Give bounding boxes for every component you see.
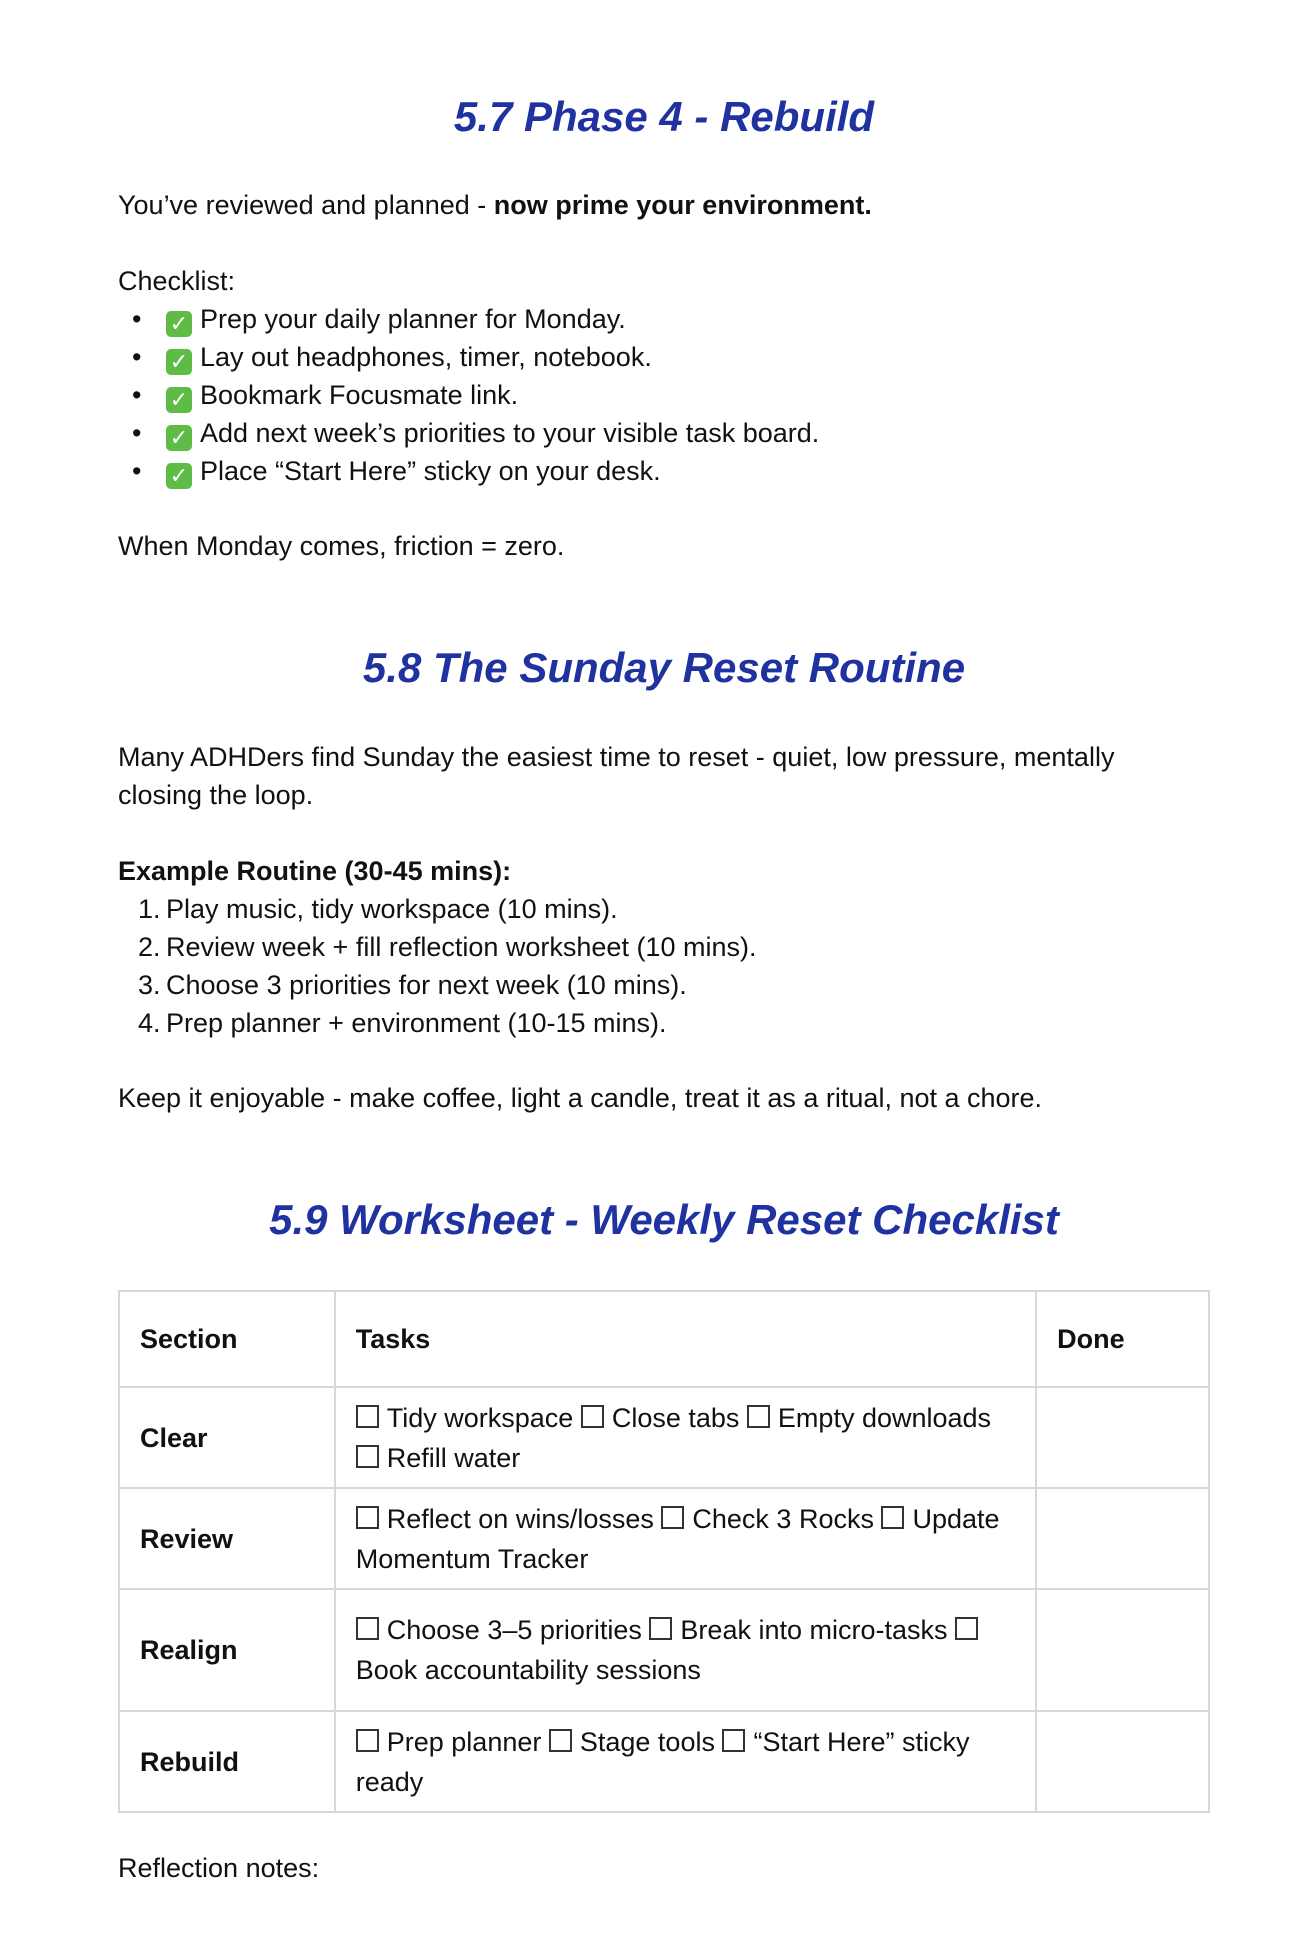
section-cell: Realign [119, 1589, 335, 1711]
checkbox-icon[interactable] [581, 1405, 604, 1428]
task-text: Stage tools [579, 1726, 715, 1757]
checkbox-icon[interactable] [356, 1445, 379, 1468]
section-cell: Review [119, 1488, 335, 1589]
task-text: Book accountability sessions [355, 1655, 701, 1685]
list-item: • ✓ Place “Start Here” sticky on your desk. [132, 456, 661, 488]
list-item: • ✓ Add next week’s priorities to your visible task board. [132, 418, 820, 450]
phase4-intro [118, 186, 872, 224]
routine-steps [118, 890, 756, 1042]
checklist-item-text: Prep your daily planner for Monday. [200, 304, 626, 334]
list-item: • ✓ Bookmark Focusmate link. [132, 380, 519, 412]
table-row [119, 1387, 1209, 1488]
check-mark-icon: ✓ [166, 311, 192, 337]
task-text: “Start Here” sticky ready [355, 1726, 970, 1797]
list-item: 1. Play music, tidy workspace (10 mins). [138, 894, 618, 924]
list-item: • ✓ Prep your daily planner for Monday. [132, 304, 626, 336]
section-cell: Clear [119, 1387, 335, 1488]
checkbox-icon[interactable] [356, 1729, 379, 1752]
task-text: Close tabs [611, 1402, 740, 1433]
tasks-cell [335, 1589, 1036, 1711]
list-item: • ✓ Lay out headphones, timer, notebook. [132, 342, 652, 374]
checklist-item-text: Place “Start Here” sticky on your desk. [200, 456, 661, 486]
checkbox-icon[interactable] [722, 1729, 745, 1752]
column-header: Tasks [335, 1291, 1036, 1387]
task-text: Check 3 Rocks [692, 1503, 874, 1534]
checklist-item-text: Bookmark Focusmate link. [200, 380, 519, 410]
checkbox-icon[interactable] [747, 1405, 770, 1428]
checkbox-icon[interactable] [881, 1506, 904, 1529]
done-cell[interactable] [1036, 1589, 1209, 1711]
tasks-cell [335, 1488, 1036, 1589]
checkbox-icon[interactable] [955, 1617, 978, 1640]
routine-step-text: Choose 3 priorities for next week (10 mins). [166, 970, 687, 1000]
task-text: Tidy workspace [386, 1402, 574, 1433]
checklist-item-text: Lay out headphones, timer, notebook. [200, 342, 652, 372]
section-heading-5-8: 5.8 The Sunday Reset Routine [362, 644, 966, 691]
phase4-intro-text: You’ve reviewed and planned - [118, 190, 494, 220]
sunday-intro-line-2: closing the loop. [118, 780, 314, 810]
column-header: Done [1036, 1291, 1209, 1387]
list-item: 2. Review week + fill reflection worksheet (10 mins). [138, 932, 757, 962]
checkbox-icon[interactable] [356, 1405, 379, 1428]
section-cell: Rebuild [119, 1711, 335, 1812]
check-mark-icon: ✓ [166, 463, 192, 489]
column-header: Section [119, 1291, 335, 1387]
task-text: Break into micro-tasks [680, 1615, 948, 1645]
task-text: Update Momentum Tracker [355, 1503, 1000, 1574]
check-mark-icon: ✓ [166, 425, 192, 451]
done-cell[interactable] [1036, 1387, 1209, 1488]
task-text: Prep planner [386, 1726, 542, 1757]
tasks-cell [335, 1711, 1036, 1812]
routine-step-text: Prep planner + environment (10-15 mins). [166, 1008, 667, 1038]
routine-step-text: Review week + fill reflection worksheet (10 mins). [166, 932, 757, 962]
reflection-notes-label: Reflection notes: [118, 1853, 320, 1883]
routine-label: Example Routine (30-45 mins): [118, 856, 512, 886]
done-cell[interactable] [1036, 1488, 1209, 1589]
check-mark-icon: ✓ [166, 349, 192, 375]
list-item: 4. Prep planner + environment (10-15 mins). [138, 1008, 667, 1038]
checklist-label: Checklist: [118, 266, 236, 296]
section-heading-5-9: 5.9 Worksheet - Weekly Reset Checklist [269, 1196, 1059, 1243]
task-text: Refill water [386, 1442, 521, 1473]
table-row [119, 1488, 1209, 1589]
rebuild-checklist [118, 300, 819, 490]
table-row [119, 1589, 1209, 1711]
task-text: Reflect on wins/losses [386, 1503, 654, 1534]
table-header-row [119, 1291, 1209, 1387]
tasks-cell [335, 1387, 1036, 1488]
weekly-reset-table [118, 1290, 1210, 1813]
checkbox-icon[interactable] [661, 1506, 684, 1529]
table-row [119, 1711, 1209, 1812]
routine-step-text: Play music, tidy workspace (10 mins). [166, 894, 618, 924]
done-cell[interactable] [1036, 1711, 1209, 1812]
sunday-closing: Keep it enjoyable - make coffee, light a candle, treat it as a ritual, not a chore. [118, 1083, 1043, 1113]
checkbox-icon[interactable] [649, 1617, 672, 1640]
task-text: Choose 3–5 priorities [386, 1615, 642, 1645]
checkbox-icon[interactable] [356, 1617, 379, 1640]
task-text: Empty downloads [777, 1402, 992, 1433]
checkbox-icon[interactable] [356, 1506, 379, 1529]
sunday-intro-line-1: Many ADHDers find Sunday the easiest time to reset - quiet, low pressure, mentally [118, 742, 1115, 772]
check-mark-icon: ✓ [166, 387, 192, 413]
checklist-item-text: Add next week’s priorities to your visible task board. [200, 418, 820, 448]
section-heading-5-7: 5.7 Phase 4 - Rebuild [453, 93, 875, 140]
phase4-closing: When Monday comes, friction = zero. [118, 531, 565, 561]
checkbox-icon[interactable] [549, 1729, 572, 1752]
list-item: 3. Choose 3 priorities for next week (10 mins). [138, 970, 687, 1000]
phase4-intro-emphasis: now prime your environment. [493, 190, 872, 220]
